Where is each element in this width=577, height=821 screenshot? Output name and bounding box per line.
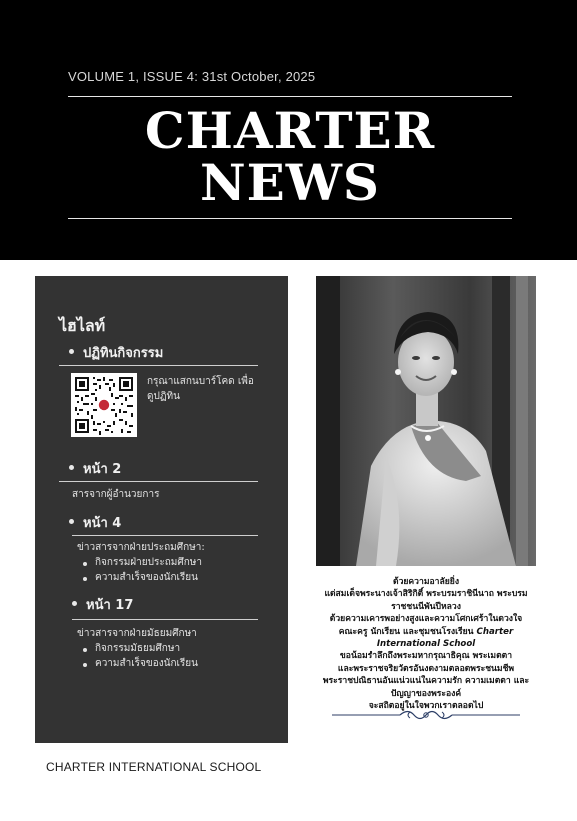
section-heading-calendar: ปฏิทินกิจกรรม xyxy=(83,346,164,361)
page-4-item: ความสำเร็จของนักเรียน xyxy=(95,572,198,583)
bullet-icon xyxy=(83,562,87,566)
caption-line: ขอน้อมรำลึกถึงพระมหากรุณาธิคุณ พระเมตตา xyxy=(339,651,513,662)
caption-line: ราชชนนีพันปีหลวง xyxy=(391,601,461,612)
bullet-icon xyxy=(72,601,77,606)
section-divider xyxy=(72,619,258,620)
ornament-divider-icon xyxy=(332,707,520,723)
page-17-intro: ข่าวสารจากฝ่ายมัธยมศึกษา xyxy=(77,628,197,639)
masthead-top-rule xyxy=(68,96,512,97)
masthead-bottom-rule xyxy=(68,218,512,219)
caption-line: ปัญญาของพระองค์ xyxy=(390,688,462,699)
caption-line: International School xyxy=(376,639,476,650)
caption-line: ด้วยความอาลัยยิ่ง xyxy=(392,577,460,587)
portrait-photo xyxy=(316,276,536,566)
caption-line: แด่สมเด็จพระนางเจ้าสิริกิติ์ พระบรมราชินีนาถ พระบรม xyxy=(324,589,528,600)
bullet-icon xyxy=(83,663,87,667)
page-17-item: กิจกรรมมัธยมศึกษา xyxy=(95,643,181,654)
qr-instruction-line2: ดูปฏิทิน xyxy=(147,391,180,402)
highlights-panel xyxy=(35,276,288,743)
section-heading-page-2: หน้า 2 xyxy=(83,462,122,477)
footer-school-name: CHARTER INTERNATIONAL SCHOOL xyxy=(46,760,262,774)
masthead-title-line2: NEWS xyxy=(199,153,381,212)
caption-line: พระราชปณิธานอันแน่วแน่ในความรัก ความเมตตา และ xyxy=(322,676,530,687)
caption-line xyxy=(312,626,540,638)
caption-line: ด้วยความเคารพอย่างสูงและความโศกเศร้าในดวงใจ xyxy=(329,614,523,625)
page-4-intro: ข่าวสารจากฝ่ายประถมศึกษา: xyxy=(77,542,205,553)
section-divider xyxy=(59,365,258,366)
section-heading-page-4: หน้า 4 xyxy=(83,516,122,531)
bullet-icon xyxy=(83,648,87,652)
page-2-line: สารจากผู้อำนวยการ xyxy=(72,489,160,500)
caption-school-name: Charter xyxy=(476,626,514,637)
issue-line: VOLUME 1, ISSUE 4: 31st October, 2025 xyxy=(68,69,316,84)
qr-instruction-line1: กรุณาแสกนบาร์โคด เพื่อ xyxy=(147,376,254,387)
bullet-icon xyxy=(69,519,74,524)
section-divider xyxy=(59,481,258,482)
page-4-item: กิจกรรมฝ่ายประถมศึกษา xyxy=(95,557,202,568)
masthead xyxy=(0,0,577,260)
page-17-item: ความสำเร็จของนักเรียน xyxy=(95,658,198,669)
bullet-icon xyxy=(83,577,87,581)
caption-line: จะสถิตอยู่ในใจพวกเราตลอดไป xyxy=(368,701,484,712)
memorial-caption xyxy=(312,576,540,712)
bullet-icon xyxy=(69,349,74,354)
section-divider xyxy=(72,535,258,536)
bullet-icon xyxy=(69,465,74,470)
caption-text: คณะครู นักเรียน และชุมชนโรงเรียน xyxy=(338,626,477,637)
section-heading-page-17: หน้า 17 xyxy=(86,598,134,613)
calendar-qr-code[interactable] xyxy=(71,373,137,437)
highlights-title: ไฮไลท์ xyxy=(59,316,106,335)
caption-line: และพระราชจริยวัตรอันงดงามตลอดพระชนมชีพ xyxy=(337,663,515,674)
masthead-title-line1: CHARTER xyxy=(144,101,436,160)
